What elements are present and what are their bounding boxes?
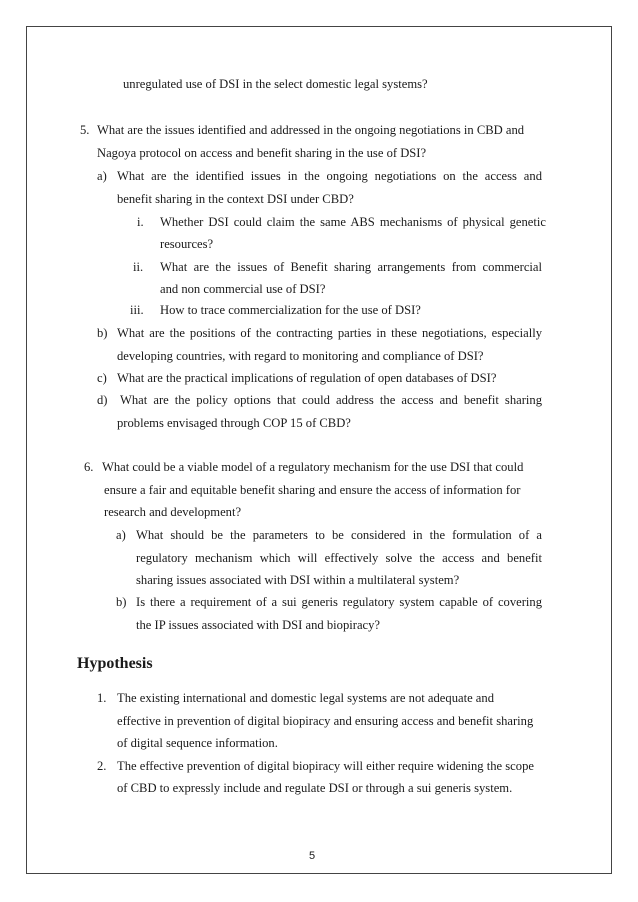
q6-number: 6. [84, 460, 94, 474]
q6a-text: What should be the parameters to be considered in the formulation of a [136, 528, 542, 542]
q5a-iii-text: How to trace commercialization for the use of DSI? [160, 303, 421, 317]
q5b-text: What are the positions of the contracting parties in these negotiations, especially [117, 326, 542, 340]
hypothesis-1-text: of digital sequence information. [117, 736, 278, 750]
q5a-ii-text: and non commercial use of DSI? [160, 282, 326, 296]
q6-text: What could be a viable model of a regulatory mechanism for the use DSI that could [102, 460, 524, 474]
q5-text: Nagoya protocol on access and benefit sharing in the use of DSI? [97, 146, 427, 160]
hypothesis-1-text: effective in prevention of digital biopiracy and ensuring access and benefit sharing [117, 714, 534, 728]
q6a-text: sharing issues associated with DSI within a multilateral system? [136, 573, 460, 587]
q5a-ii-text: What are the issues of Benefit sharing arrangements from commercial [160, 260, 542, 274]
q6b-text: Is there a requirement of a sui generis regulatory system capable of covering [136, 595, 542, 609]
q5a-i-text: Whether DSI could claim the same ABS mechanisms of physical genetic [160, 215, 546, 229]
continuation-line: unregulated use of DSI in the select domestic legal systems? [123, 77, 428, 91]
q5a-i-marker: i. [137, 215, 144, 229]
q5-text: What are the issues identified and addressed in the ongoing negotiations in CBD and [97, 123, 525, 137]
q6-text: research and development? [104, 505, 242, 519]
hypothesis-2-text: The effective prevention of digital biopiracy will either require widening the scope [117, 759, 534, 773]
q5c-marker: c) [97, 371, 107, 385]
q6-text: ensure a fair and equitable benefit sharing and ensure the access of information for [104, 483, 521, 497]
q5a-i-text: resources? [160, 237, 214, 251]
q5d-text: problems envisaged through COP 15 of CBD? [117, 416, 351, 430]
q5a-text: What are the identified issues in the ongoing negotiations on the access and [117, 169, 542, 183]
section-heading: Hypothesis [77, 655, 153, 672]
q6a-marker: a) [116, 528, 126, 542]
q5b-marker: b) [97, 326, 108, 340]
q6a-text: regulatory mechanism which will effectively solve the access and benefit [136, 551, 542, 565]
page-number: 5 [309, 850, 316, 862]
q5a-iii-marker: iii. [130, 303, 144, 317]
q5c-text: What are the practical implications of regulation of open databases of DSI? [117, 371, 497, 385]
hypothesis-2-number: 2. [97, 759, 107, 773]
q5b-text: developing countries, with regard to monitoring and compliance of DSI? [117, 349, 484, 363]
hypothesis-2-text: of CBD to expressly include and regulate DSI or through a sui generis system. [117, 781, 513, 795]
hypothesis-1-text: The existing international and domestic legal systems are not adequate and [117, 691, 494, 705]
q5-number: 5. [80, 123, 90, 137]
q6b-marker: b) [116, 595, 127, 609]
q6b-text: the IP issues associated with DSI and biopiracy? [136, 618, 381, 632]
q5a-text: benefit sharing in the context DSI under CBD? [117, 192, 354, 206]
q5a-ii-marker: ii. [133, 260, 144, 274]
hypothesis-1-number: 1. [97, 691, 107, 705]
q5d-marker: d) [97, 393, 108, 407]
q5a-marker: a) [97, 169, 107, 183]
q5d-text: What are the policy options that could address the access and benefit sharing [120, 393, 542, 407]
